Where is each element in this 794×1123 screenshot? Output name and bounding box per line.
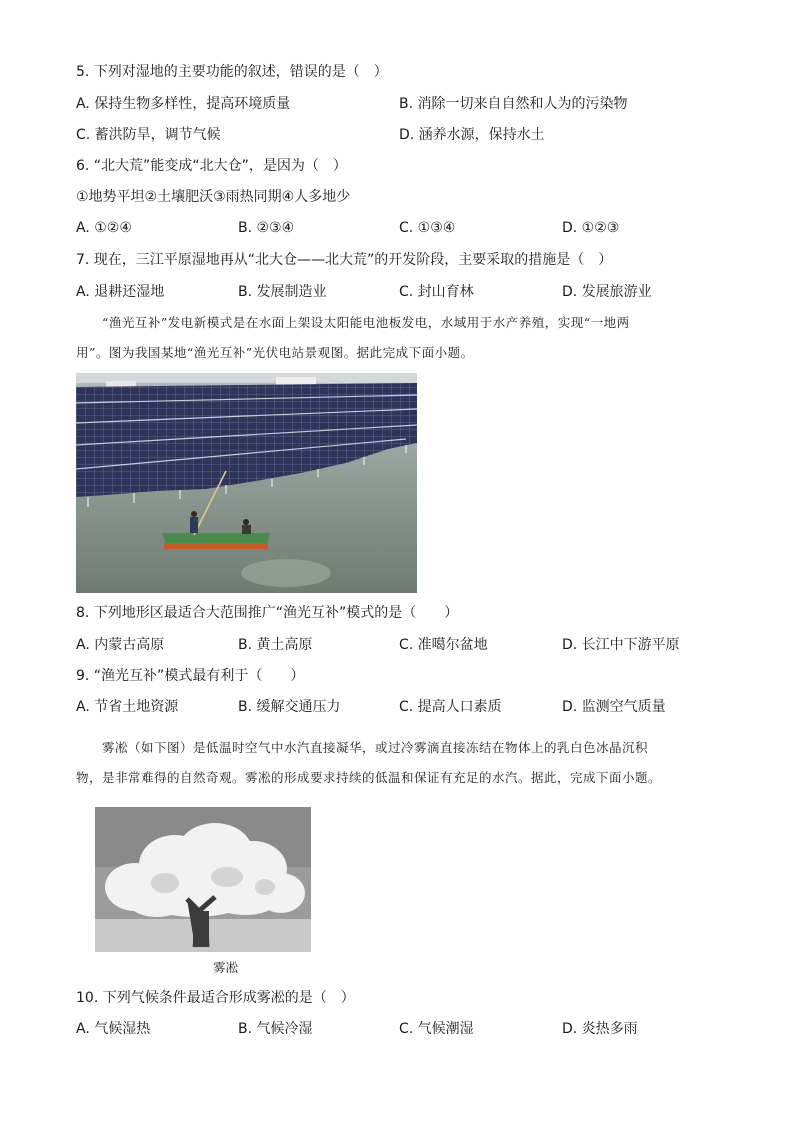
q10-option-a: A. 气候湿热	[76, 1021, 151, 1037]
q6-option-c: C. ①③④	[399, 220, 456, 236]
q7-option-d: D. 发展旅游业	[562, 284, 652, 300]
q8-option-b: B. 黄土高原	[238, 637, 313, 653]
q9-option-b: B. 缓解交通压力	[238, 699, 341, 715]
question-7-stem: 7. 现在，三江平原湿地再从“北大仓——北大荒”的开发阶段，主要采取的措施是（ ）	[76, 252, 613, 268]
q9-option-a: A. 节省土地资源	[76, 699, 179, 715]
q9-option-c: C. 提高人口素质	[399, 699, 502, 715]
q10-option-c: C. 气候潮湿	[399, 1021, 474, 1037]
q5-option-c: C. 蓄洪防旱，调节气候	[76, 127, 221, 143]
q7-option-b: B. 发展制造业	[238, 284, 327, 300]
passage-1-line-2: 用”。图为我国某地“渔光互补”光伏电站景观图。据此完成下面小题。	[76, 345, 474, 360]
q5-option-d: D. 涵养水源，保持水土	[399, 127, 545, 143]
rime-figure-caption: 雾凇	[213, 960, 239, 975]
q10-option-b: B. 气候冷湿	[238, 1021, 313, 1037]
question-10-stem: 10. 下列气候条件最适合形成雾凇的是（ ）	[76, 990, 355, 1006]
question-8-stem: 8. 下列地形区最适合大范围推广“渔光互补”模式的是（ ）	[76, 605, 459, 621]
q8-option-c: C. 准噶尔盆地	[399, 637, 488, 653]
q10-option-d: D. 炎热多雨	[562, 1021, 638, 1037]
question-6-conditions: ①地势平坦②土壤肥沃③雨热同期④人多地少	[76, 189, 351, 205]
rime-tree-photo	[95, 807, 311, 952]
solar-farm-photo	[76, 373, 417, 593]
q6-option-a: A. ①②④	[76, 220, 132, 236]
passage-fishery-solar	[76, 308, 716, 368]
q8-option-a: A. 内蒙古高原	[76, 637, 165, 653]
passage-2-line-2: 物，是非常难得的自然奇观。雾凇的形成要求持续的低温和保证有充足的水汽。据此，完成下面小题。	[76, 770, 662, 785]
q8-option-d: D. 长江中下游平原	[562, 637, 680, 653]
question-6-stem: 6. “北大荒”能变成“北大仓”，是因为（ ）	[76, 158, 347, 174]
q9-option-d: D. 监测空气质量	[562, 699, 666, 715]
q7-option-c: C. 封山育林	[399, 284, 474, 300]
q5-option-b: B. 消除一切来自自然和人为的污染物	[399, 96, 628, 112]
question-9-stem: 9. “渔光互补”模式最有利于（ ）	[76, 668, 305, 684]
q6-option-b: B. ②③④	[238, 220, 295, 236]
passage-2-line-1: 雾凇（如下图）是低温时空气中水汽直接凝华，或过冷雾滴直接冻结在物体上的乳白色冰晶沉积	[102, 740, 649, 755]
q5-option-a: A. 保持生物多样性，提高环境质量	[76, 96, 291, 112]
q7-option-a: A. 退耕还湿地	[76, 284, 165, 300]
passage-rime	[76, 733, 716, 793]
q6-option-d: D. ①②③	[562, 220, 620, 236]
question-5-stem: 5. 下列对湿地的主要功能的叙述，错误的是（ ）	[76, 64, 388, 80]
passage-1-line-1: “渔光互补”发电新模式是在水面上架设太阳能电池板发电，水域用于水产养殖，实现“一地两	[102, 315, 630, 330]
